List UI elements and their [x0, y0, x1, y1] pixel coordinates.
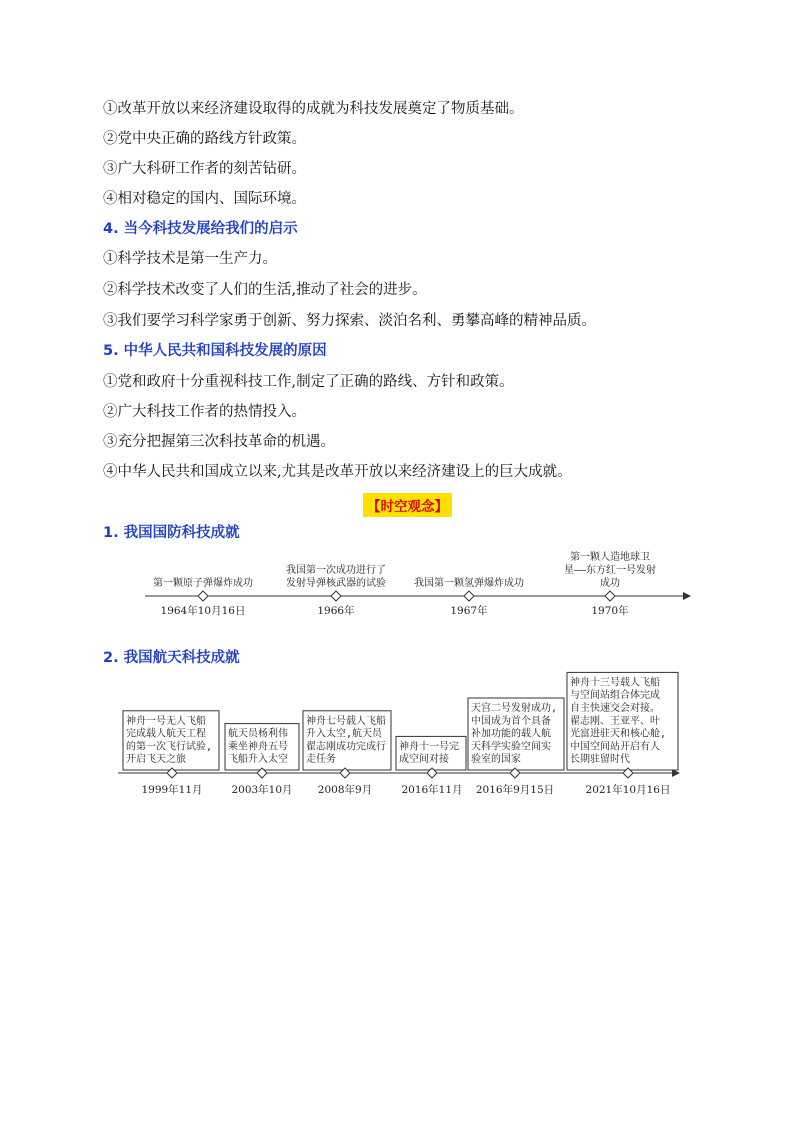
- timeline1-date-0: 1964年10月16日: [160, 605, 246, 617]
- timeline1-marker-1: [331, 591, 341, 601]
- timeline2-date-3: 2016年11月: [401, 784, 463, 796]
- timeline2-event-4-line-0: 天宫二号发射成功,: [471, 703, 558, 714]
- timeline2-date-5: 2021年10月16日: [585, 784, 671, 796]
- timeline2-event-4-line-4: 验室的国家: [471, 754, 521, 766]
- timeline2-date-0: 1999年11月: [141, 784, 203, 796]
- section5-item-1: ②广大科技工作者的热情投入。: [103, 404, 306, 420]
- timeline2-event-0-line-0: 神舟一号无人飞船: [126, 715, 206, 727]
- line-top-1: ②党中央正确的路线方针政策。: [103, 131, 306, 147]
- timeline2-event-1-line-2: 飞船升入太空: [228, 754, 288, 766]
- timeline2-event-5-line-2: 自主快速交会对接。: [570, 703, 660, 714]
- timeline2-event-4-line-3: 天科学实验空间实: [471, 741, 551, 753]
- timeline1-arrow-icon: [683, 592, 691, 600]
- timeline2-event-5-line-5: 中国空间站开启有人: [570, 741, 660, 753]
- section5-item-0: ①党和政府十分重视科技工作,制定了正确的路线、方针和政策。: [103, 374, 514, 390]
- timeline1-heading: 1. 我国国防科技成就: [103, 525, 240, 541]
- timeline1-event-2-line-0: 我国第一颗氢弹爆炸成功: [414, 578, 524, 589]
- section4-item-2: ③我们要学习科学家勇于创新、努力探索、淡泊名利、勇攀高峰的精神品质。: [103, 313, 596, 329]
- timeline1-marker-0: [198, 591, 208, 601]
- timeline2-event-2-line-2: 翟志刚成功完成行: [306, 741, 386, 753]
- timeline2-event-1-line-0: 航天员杨利伟: [228, 728, 288, 740]
- section5-heading: 5. 中华人民共和国科技发展的原因: [103, 343, 327, 359]
- timeline1-date-3: 1970年: [591, 605, 629, 617]
- timeline1-marker-3: [605, 591, 615, 601]
- timeline2-event-0-line-2: 的第一次飞行试验,: [126, 741, 213, 753]
- timeline2-event-0-line-1: 完成载人航天工程: [126, 728, 206, 740]
- timeline1-event-0-line-0: 第一颗原子弹爆炸成功: [153, 578, 253, 589]
- timeline2-event-4-line-1: 中国成为首个具备: [471, 715, 551, 727]
- timeline2-event-4-line-2: 补加功能的载人航: [471, 728, 551, 740]
- timeline2-heading: 2. 我国航天科技成就: [103, 650, 240, 666]
- timeline2-event-1-line-1: 乘坐神舟五号: [228, 741, 288, 753]
- section4-item-0: ①科学技术是第一生产力。: [103, 251, 277, 267]
- timeline2-event-3-line-0: 神舟十一号完: [399, 741, 459, 753]
- timeline2-event-5-line-0: 神舟十三号载人飞船: [570, 677, 660, 689]
- timeline2-event-5-line-3: 翟志刚、王亚平、叶: [570, 715, 660, 727]
- section5-item-3: ④中华人民共和国成立以来,尤其是改革开放以来经济建设上的巨大成就。: [103, 464, 572, 480]
- timeline2-event-2-line-1: 升入太空,航天员: [306, 728, 383, 740]
- timeline2-date-2: 2008年9月: [317, 784, 373, 796]
- timeline2-event-2-line-0: 神舟七号载人飞船: [306, 715, 386, 727]
- timeline1-event-3-line-0: 第一颗人造地球卫: [570, 552, 650, 563]
- badge-spacetime: 【时空观念】: [363, 493, 452, 517]
- timeline2-event-5-line-1: 与空间站组合体完成: [570, 690, 660, 702]
- section4-heading: 4. 当今科技发展给我们的启示: [103, 221, 298, 237]
- timeline2-event-2-line-3: 走任务: [306, 754, 336, 766]
- line-top-0: ①改革开放以来经济建设取得的成就为科技发展奠定了物质基础。: [103, 101, 524, 117]
- timeline1-date-2: 1967年: [450, 605, 488, 617]
- section4-item-1: ②科学技术改变了人们的生活,推动了社会的进步。: [103, 282, 427, 298]
- timeline2-event-3-line-1: 成空间对接: [399, 754, 449, 766]
- line-top-2: ③广大科研工作者的刻苦钻研。: [103, 161, 306, 177]
- line-top-3: ④相对稳定的国内、国际环境。: [103, 191, 306, 207]
- section5-item-2: ③充分把握第三次科技革命的机遇。: [103, 434, 335, 450]
- timeline2-date-4: 2016年9月15日: [475, 784, 555, 796]
- timeline2-event-5-line-4: 光富进驻天和核心舱,: [570, 728, 667, 740]
- timeline2-event-0-line-3: 开启飞天之旅: [126, 754, 186, 766]
- timeline2-event-5-line-6: 长期驻留时代: [570, 754, 630, 766]
- timeline2-date-1: 2003年10月: [231, 784, 293, 796]
- timeline1-event-3-line-2: 成功: [600, 578, 620, 589]
- timeline1-event-1-line-1: 发射导弹核武器的试验: [286, 578, 386, 589]
- timeline1-event-1-line-0: 我国第一次成功进行了: [286, 565, 386, 576]
- timeline1-marker-2: [464, 591, 474, 601]
- timeline1-date-1: 1966年: [317, 605, 355, 617]
- timeline1-event-3-line-1: 星——东方红一号发射: [563, 565, 657, 576]
